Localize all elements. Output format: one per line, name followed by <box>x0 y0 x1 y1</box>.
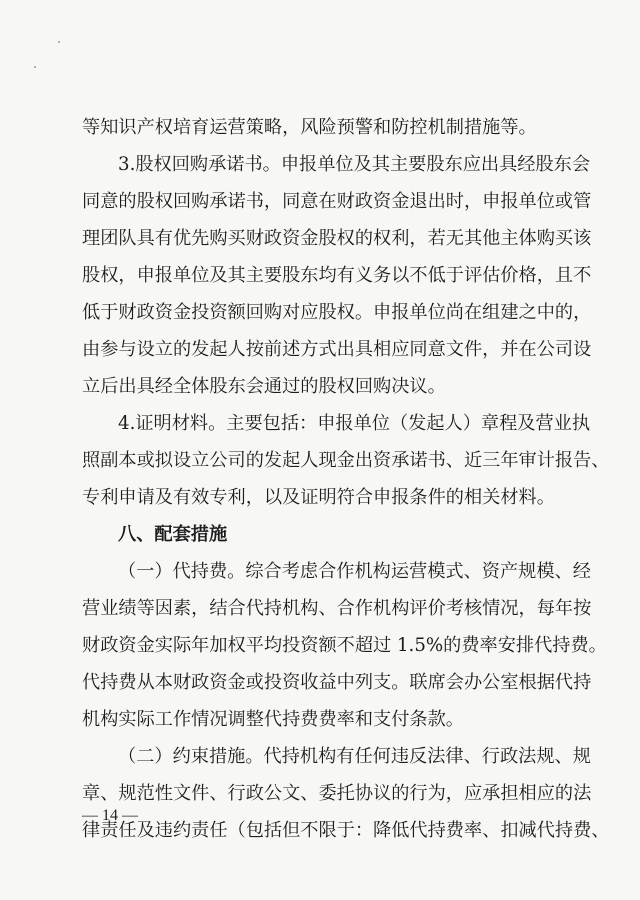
text-line: 理团队具有优先购买财政资金股权的权利，若无其他主体购买该 <box>82 228 592 249</box>
text-line: 低于财政资金投资额回购对应股权。申报单位尚在组建之中的， <box>82 302 592 323</box>
scan-speck <box>34 66 36 68</box>
text-line: （一）代持费。综合考虑合作机构运营模式、资产规模、经 <box>118 561 591 582</box>
text-line: 律责任及违约责任（包括但不限于：降低代持费率、扣减代持费、 <box>82 820 610 841</box>
text-line: 4.证明材料。主要包括：申报单位（发起人）章程及营业执 <box>118 413 591 434</box>
text-line: 照副本或拟设立公司的发起人现金出资承诺书、近三年审计报告、 <box>82 450 610 471</box>
text-line: 3.股权回购承诺书。申报单位及其主要股东应出具经股东会 <box>118 154 591 175</box>
text-line: （二）约束措施。代持机构有任何违反法律、行政法规、规 <box>118 746 591 767</box>
section-heading: 八、配套措施 <box>118 524 228 545</box>
scan-speck <box>58 41 60 43</box>
text-line: 机构实际工作情况调整代持费费率和支付条款。 <box>82 709 464 730</box>
text-line: 章、规范性文件、行政公文、委托协议的行为，应承担相应的法 <box>82 783 592 804</box>
text-line: 同意的股权回购承诺书，同意在财政资金退出时，申报单位或管 <box>82 191 592 212</box>
text-line: 财政资金实际年加权平均投资额不超过 1.5%的费率安排代持费。 <box>82 635 607 656</box>
text-line: 立后出具经全体股东会通过的股权回购决议。 <box>82 376 446 397</box>
text-line: 营业绩等因素，结合代持机构、合作机构评价考核情况，每年按 <box>82 598 592 619</box>
page-number: — 14 — <box>82 807 138 824</box>
text-line: 代持费从本财政资金或投资收益中列支。联席会办公室根据代持 <box>82 672 592 693</box>
text-line: 股权，申报单位及其主要股东均有义务以不低于评估价格，且不 <box>82 265 592 286</box>
text-line: 由参与设立的发起人按前述方式出具相应同意文件，并在公司设 <box>82 339 592 360</box>
text-line: 专利申请及有效专利，以及证明符合申报条件的相关材料。 <box>82 487 555 508</box>
text-line: 等知识产权培育运营策略，风险预警和防控机制措施等。 <box>82 117 537 138</box>
